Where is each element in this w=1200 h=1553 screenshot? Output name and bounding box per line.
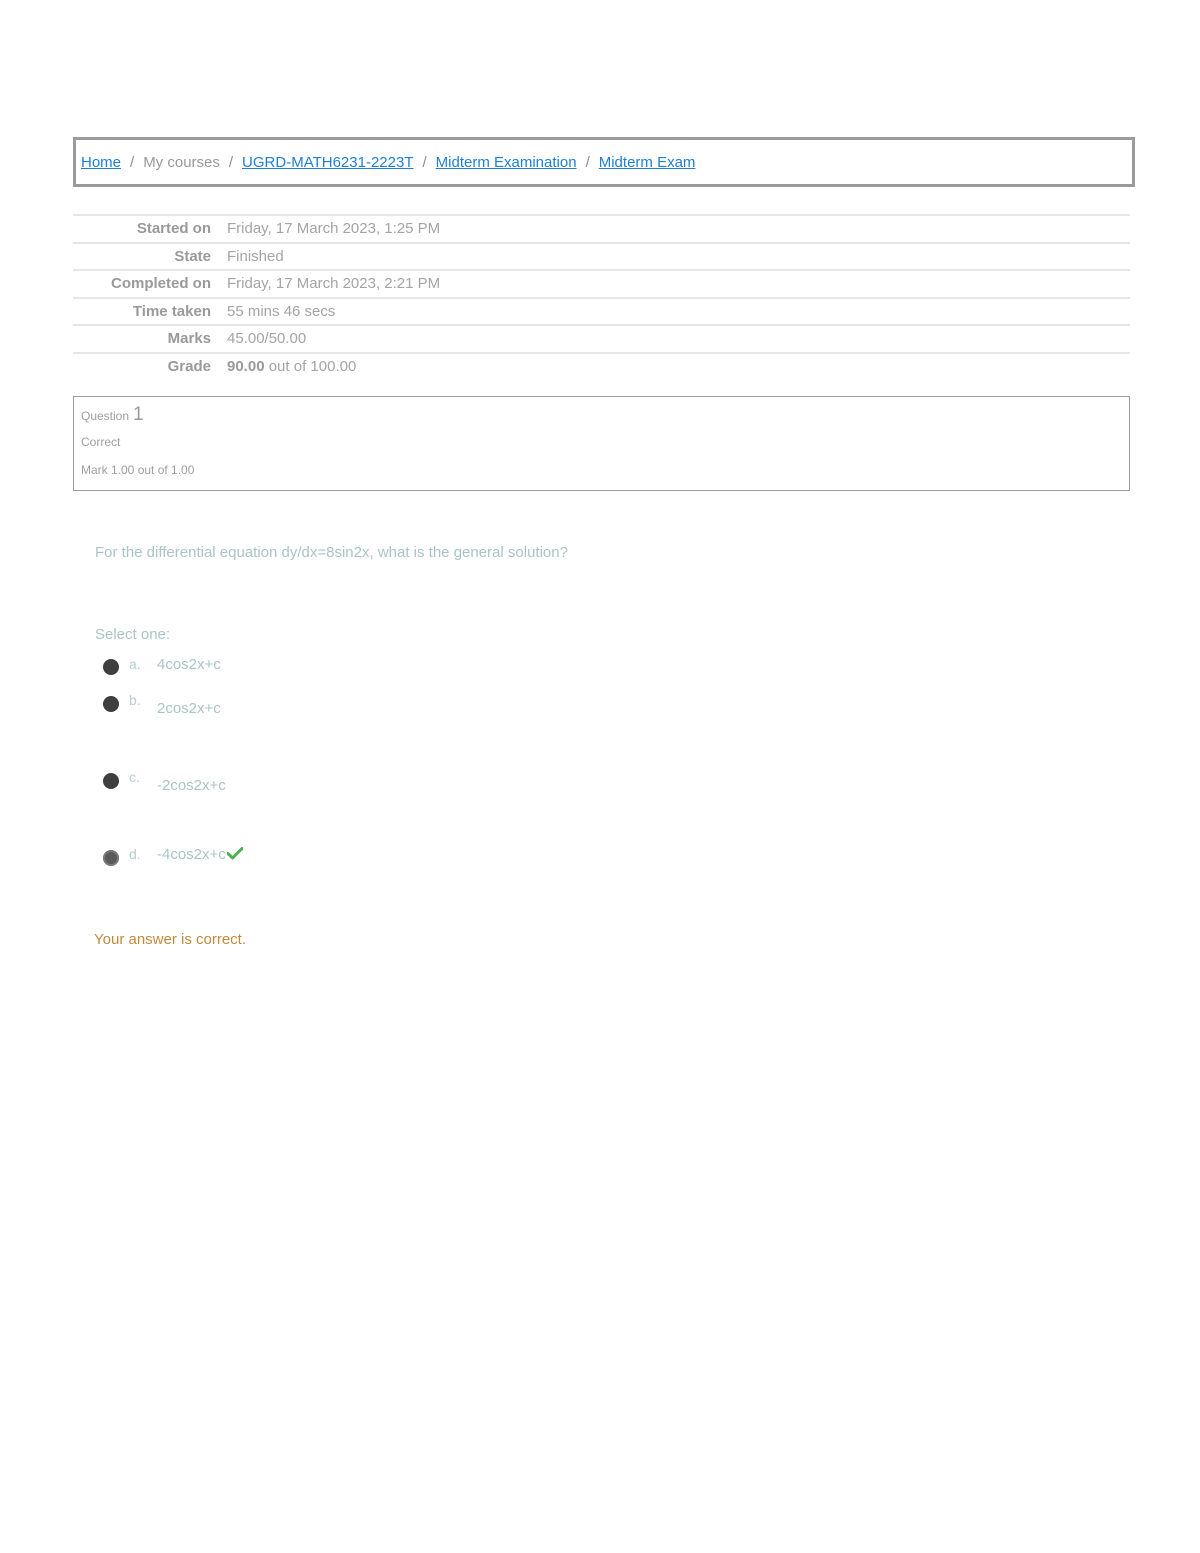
summary-value: 45.00/50.00 [227, 330, 307, 348]
summary-row-started-on [73, 214, 1130, 242]
breadcrumb-separator: / [228, 153, 234, 171]
answer-option-b[interactable] [103, 693, 221, 717]
summary-label: Completed on [111, 275, 211, 293]
option-letter: d. [129, 846, 141, 862]
summary-label: State [174, 247, 211, 265]
breadcrumb-course-link[interactable]: UGRD-MATH6231-2223T [242, 153, 414, 171]
summary-value: Finished [227, 247, 284, 265]
breadcrumb-quiz-link[interactable]: Midterm Exam [598, 153, 696, 171]
grade-out-of: out of 100.00 [264, 357, 357, 375]
radio-button[interactable] [103, 659, 119, 675]
breadcrumb-separator: / [422, 153, 427, 171]
option-answer: 4cos2x+c [157, 656, 221, 673]
answer-option-a[interactable] [103, 656, 221, 675]
option-answer: -2cos2x+c [157, 777, 226, 794]
check-icon [227, 846, 243, 864]
summary-label: Marks [167, 330, 211, 348]
summary-label: Started on [136, 220, 211, 238]
radio-button-selected[interactable] [103, 850, 119, 866]
answer-feedback: Your answer is correct. [94, 931, 247, 948]
summary-row-marks [73, 324, 1130, 352]
option-letter: a. [129, 656, 141, 672]
question-info-box [73, 396, 1130, 491]
option-letter: c. [129, 769, 140, 785]
summary-row-state [73, 242, 1130, 270]
summary-label: Grade [167, 357, 211, 375]
answer-option-d[interactable] [103, 846, 243, 866]
summary-value [227, 358, 356, 375]
question-label: Question [81, 409, 130, 423]
option-answer: -4cos2x+c [157, 846, 226, 863]
grade-score: 90.00 [227, 357, 265, 375]
breadcrumb [73, 137, 1135, 187]
breadcrumb-my-courses: My courses [143, 153, 220, 171]
option-letter: b. [129, 692, 141, 708]
question-number-value: 1 [133, 404, 144, 425]
summary-row-grade [73, 352, 1130, 380]
summary-value: Friday, 17 March 2023, 1:25 PM [227, 220, 441, 238]
question-text: For the differential equation dy/dx=8sin2x, what is the general solution? [95, 544, 568, 561]
attempt-summary-table [73, 214, 1130, 379]
breadcrumb-separator: / [130, 153, 135, 171]
radio-button[interactable] [103, 696, 119, 712]
summary-label: Time taken [132, 302, 211, 320]
summary-row-completed-on [73, 269, 1130, 297]
question-mark: Mark 1.00 out of 1.00 [81, 463, 195, 477]
option-answer: 2cos2x+c [157, 700, 221, 717]
breadcrumb-section-link[interactable]: Midterm Examination [435, 153, 577, 171]
breadcrumb-home-link[interactable]: Home [81, 153, 122, 171]
question-state: Correct [81, 435, 121, 449]
question-number [81, 404, 144, 426]
summary-row-time-taken [73, 297, 1130, 325]
breadcrumb-separator: / [585, 153, 590, 171]
select-one-prompt: Select one: [95, 626, 171, 643]
radio-button[interactable] [103, 773, 119, 789]
summary-value: 55 mins 46 secs [227, 302, 336, 320]
summary-value: Friday, 17 March 2023, 2:21 PM [227, 275, 441, 293]
answer-option-c[interactable] [103, 770, 226, 794]
